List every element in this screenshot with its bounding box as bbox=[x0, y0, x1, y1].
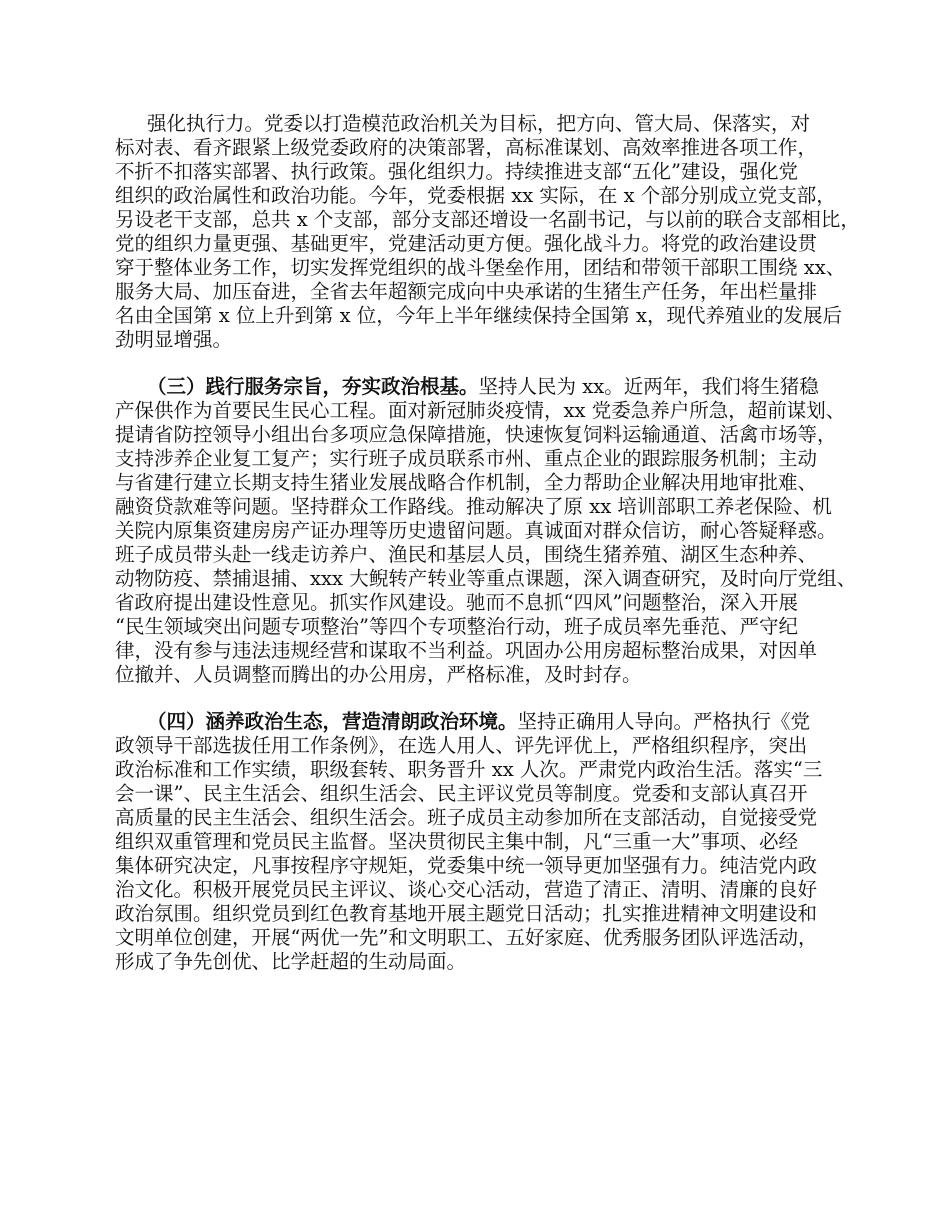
text-line bbox=[115, 399, 855, 423]
line-text: 另设老干支部，总共 x 个支部，部分支部还增设一名副书记，与以前的联合支部相比， bbox=[115, 208, 860, 231]
text-line bbox=[115, 328, 855, 352]
line-text: 劲明显增强。 bbox=[115, 328, 233, 351]
text-line bbox=[115, 663, 855, 687]
line-text: 标对表、看齐跟紧上级党委政府的决策部署，高标准谋划、高效率推进各项工作， bbox=[115, 136, 818, 159]
line-text: 产保供作为首要民生民心工程。面对新冠肺炎疫情，xx 党委急养户所急，超前谋划、 bbox=[115, 399, 846, 422]
line-text: 坚持正确用人导向。严格执行《党 bbox=[517, 710, 811, 733]
text-line bbox=[115, 926, 855, 950]
line-text: 政治氛围。组织党员到红色教育基地开展主题党日活动；扎实推进精神文明建设和 bbox=[115, 902, 818, 925]
line-text: 组织双重管理和党员民主监督。坚决贯彻民主集中制，凡“三重一大”事项、必经 bbox=[115, 830, 798, 853]
text-line bbox=[115, 136, 855, 160]
line-text: 融资贷款难等问题。坚持群众工作路线。推动解决了原 xx 培训部职工养老保险、机 bbox=[115, 495, 832, 518]
line-text: 名由全国第 x 位上升到第 x 位，今年上半年继续保持全国第 x，现代养殖业的发展后 bbox=[115, 304, 842, 327]
text-line bbox=[115, 878, 855, 902]
line-text: 坚持人民为 xx。近两年，我们将生猪稳 bbox=[478, 375, 819, 398]
text-line bbox=[115, 112, 855, 136]
text-line bbox=[115, 758, 855, 782]
line-text: 动物防疫、禁捕退捕、xxx 大鲵转产转业等重点课题，深入调查研究，及时向厅党组、 bbox=[115, 567, 857, 590]
line-text: 提请省防控领导小组出台多项应急保障措施，快速恢复饲料运输通道、活禽市场等， bbox=[115, 423, 837, 446]
line-text: 关院内原集资建房房产证办理等历史遗留问题。真诚面对群众信访，耐心答疑释惑。 bbox=[115, 519, 837, 542]
line-text: 治文化。积极开展党员民主评议、谈心交心活动，营造了清正、清明、清廉的良好 bbox=[115, 878, 818, 901]
text-line bbox=[115, 208, 860, 232]
text-line bbox=[115, 543, 855, 567]
line-text: 穿于整体业务工作，切实发挥党组织的战斗堡垒作用，团结和带领干部职工围绕 xx、 bbox=[115, 256, 846, 279]
paragraph bbox=[115, 710, 855, 974]
line-text: 党的组织力量更强、基础更牢，党建活动更方便。强化战斗力。将党的政治建设贯 bbox=[115, 232, 818, 255]
paragraph bbox=[115, 112, 860, 352]
text-line bbox=[115, 902, 855, 926]
text-line bbox=[115, 184, 855, 208]
line-text: 与省建行建立长期支持生猪业发展战略合作机制，全力帮助企业解决用地审批难、 bbox=[115, 471, 818, 494]
text-line bbox=[115, 950, 855, 974]
line-text: 不折不扣落实部署、执行政策。强化组织力。持续推进支部“五化”建设，强化党 bbox=[115, 160, 798, 183]
line-text: 高质量的民主生活会、组织生活会。班子成员主动参加所在支部活动，自觉接受党 bbox=[115, 806, 818, 829]
text-line bbox=[115, 280, 855, 304]
document-page bbox=[115, 112, 860, 997]
text-line bbox=[115, 615, 855, 639]
line-text: 政治标准和工作实绩，职级套转、职务晋升 xx 人次。严肃党内政治生活。落实“三 bbox=[115, 758, 823, 781]
text-line bbox=[115, 160, 855, 184]
text-line bbox=[115, 782, 855, 806]
line-text: 会一课”、民主生活会、组织生活会、民主评议党员等制度。党委和支部认真召开 bbox=[115, 782, 808, 805]
line-text: 班子成员带头赴一线走访养户、渔民和基层人员，围绕生猪养殖、湖区生态种养、 bbox=[115, 543, 818, 566]
line-text: 组织的政治属性和政治功能。今年，党委根据 xx 实际，在 x 个部分别成立党支部， bbox=[115, 184, 836, 207]
text-line bbox=[115, 854, 855, 878]
text-line bbox=[115, 423, 855, 447]
text-line bbox=[115, 734, 855, 758]
line-text: 形成了争先创优、比学赶超的生动局面。 bbox=[115, 950, 467, 973]
line-text: 政领导干部选拔任用工作条例》，在选人用人、评先评优上，严格组织程序，突出 bbox=[115, 734, 808, 757]
text-line bbox=[115, 447, 855, 471]
text-line bbox=[115, 495, 855, 519]
text-line bbox=[115, 519, 855, 543]
line-text: 文明单位创建，开展“两优一先”和文明职工、五好家庭、优秀服务团队评选活动， bbox=[115, 926, 818, 949]
line-text: 律，没有参与违法违规经营和谋取不当利益。巩固办公用房超标整治成果，对因单 bbox=[115, 639, 818, 662]
line-text: “民生领域突出问题专项整治”等四个专项整治行动，班子成员率先垂范、严守纪 bbox=[115, 615, 798, 638]
text-line bbox=[115, 591, 855, 615]
line-text: 支持涉养企业复工复产；实行班子成员联系市州、重点企业的跟踪服务机制；主动 bbox=[115, 447, 818, 470]
text-line bbox=[115, 639, 855, 663]
line-text: 集体研究决定，凡事按程序守规矩，党委集中统一领导更加坚强有力。纯洁党内政 bbox=[115, 854, 818, 877]
text-line bbox=[115, 471, 855, 495]
line-text: 省政府提出建设性意见。抓实作风建设。驰而不息抓“四风”问题整治，深入开展 bbox=[115, 591, 798, 614]
line-text: 强化执行力。党委以打造模范政治机关为目标，把方向、管大局、保落实，对 bbox=[147, 112, 811, 135]
text-line bbox=[115, 710, 855, 734]
text-line bbox=[115, 256, 855, 280]
line-text: 位撤并、人员调整而腾出的办公用房，严格标准，及时封存。 bbox=[115, 663, 642, 686]
text-line bbox=[115, 375, 855, 399]
text-line bbox=[115, 232, 855, 256]
text-line bbox=[115, 806, 855, 830]
text-line bbox=[115, 567, 855, 591]
text-line bbox=[115, 304, 855, 328]
paragraph bbox=[115, 375, 855, 687]
section-heading: （四）涵养政治生态，营造清朗政治环境。 bbox=[147, 710, 518, 733]
text-line bbox=[115, 830, 855, 854]
section-heading: （三）践行服务宗旨，夯实政治根基。 bbox=[147, 375, 479, 398]
line-text: 服务大局、加压奋进，全省去年超额完成向中央承诺的生猪生产任务，年出栏量排 bbox=[115, 280, 818, 303]
